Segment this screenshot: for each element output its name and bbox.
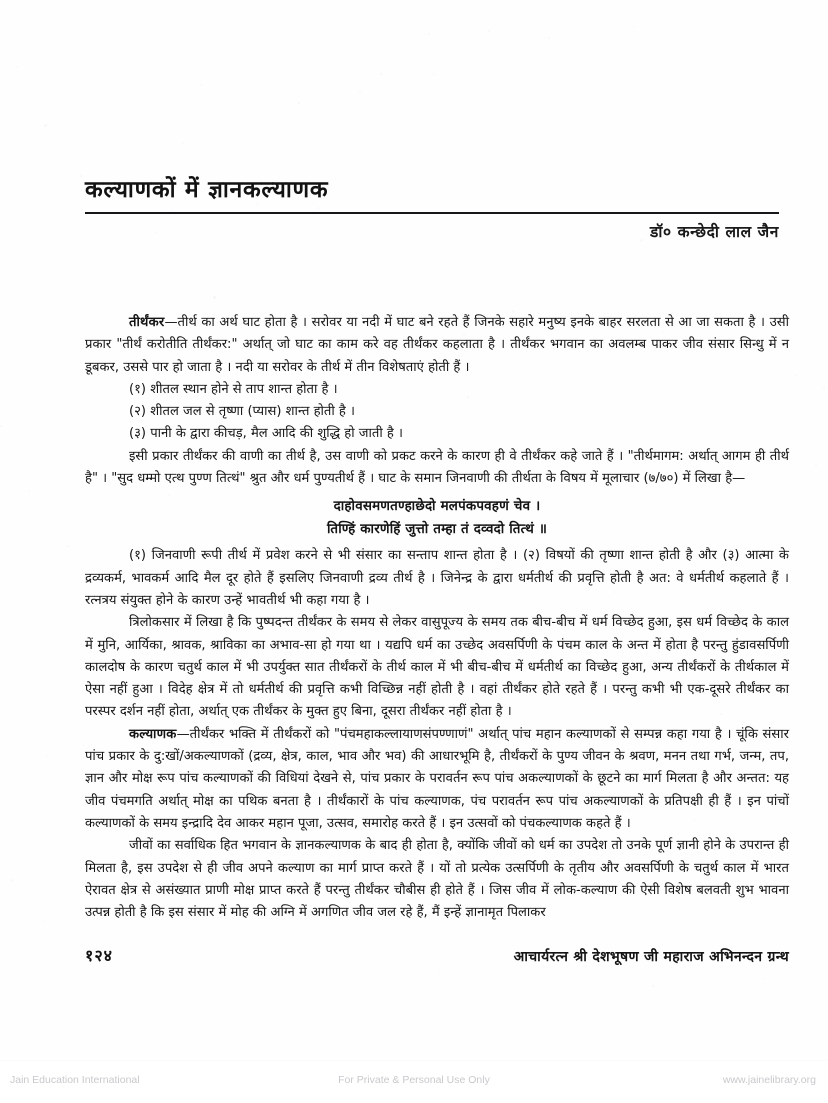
author-byline: डॉ० कन्छेदी लाल जैन [650,223,779,242]
verse-line: तिण्हिं कारणेहिं जुत्तो तम्हा तं दव्वदो तित्थं ॥ [326,521,548,537]
paragraph-lead-in: तीर्थंकर [129,315,165,330]
page-number: १२४ [85,946,113,965]
watermark-website[interactable]: www.jainelibrary.org [722,1074,816,1086]
paragraph-dravya-tirtha: (१) जिनवाणी रूपी तीर्थ में प्रवेश करने से भी संसार का सन्ताप शान्त होता है । (२) विषयों की तृष्णा शान्त होती है और (३) आत्मा के द्रव्यकर्म, भावकर्म आदि मैल दूर होते हैं इसलिए जिनवाणी द्रव्य तीर्थ है । जिनेन्द्र के द्वारा धर्मतीर्थ की प्रवृत्ति होती है अत: वे धर्मतीर्थ कहलाते हैं । रत्नत्रय संयुक्त होने के कारण उन्हें भावतीर्थ भी कहा गया है । [85,548,789,608]
running-title: आचार्यरत्न श्री देशभूषण जी महाराज अभिनन्दन ग्रन्थ [513,949,789,965]
paragraph-mulachar-citation: इसी प्रकार तीर्थंकर की वाणी का तीर्थ है, उस वाणी को प्रकट करने के कारण ही वे तीर्थंकर कहे जाते हैं । "तीर्थमागम: अर्थात् आगम ही तीर्थ है" । "सुद धम्मो एत्थ पुण्ण तित्थं" श्रुत और धर्म पुण्यतीर्थ हैं । घाट के समान जिनवाणी की तीर्थता के विषय में मूलाचार (७/७०) में लिखा है— [85,448,789,487]
paragraph-kalyanak [85,724,789,835]
heading-divider [85,212,779,214]
numbered-list-tirtha-qualities [85,379,789,446]
library-watermark-bar [0,1060,828,1103]
page-heading [85,176,779,242]
watermark-organization: Jain Education International [10,1074,140,1086]
paragraph-tirthankar [85,312,789,379]
verse-quotation [85,496,789,541]
paragraph-trilokasar: त्रिलोकसार में लिखा है कि पुष्पदन्त तीर्थंकर के समय से लेकर वासुपूज्य के समय तक बीच-बीच में धर्म विच्छेद हुआ, इस धर्म विच्छेद के काल में मुनि, आर्यिका, श्रावक, श्राविका का अभाव-सा हो गया था । यद्यपि धर्म का उच्छेद अवसर्पिणी के पंचम काल के अन्त में होता है परन्तु हुंडावसर्पिणी कालदोष के कारण चतुर्थ काल में भी उपर्युक्त सात तीर्थंकरों के तीर्थ काल में भी बीच-बीच में धर्मतीर्थ का विच्छेद हुआ, अन्य तीर्थंकरों के तीर्थकाल में ऐसा नहीं हुआ । विदेह क्षेत्र में तो धर्मतीर्थ की प्रवृत्ति कभी विच्छिन्न नहीं होती है । वहां तीर्थंकर होते रहते हैं । परन्तु कभी भी एक-दूसरे तीर्थंकर का परस्पर दर्शन नहीं होता, अर्थात् एक तीर्थंकर के मुक्त हुए बिना, दूसरा तीर्थंकर नहीं होता है । [85,615,789,720]
page-title: कल्याणकों में ज्ञानकल्याणक [85,177,329,203]
list-item: (१) शीतल स्थान होने से ताप शान्त होता है । [129,381,338,397]
verse-line: दाहोवसमणतण्हाछेदो मलपंकपवहणं चेव । [333,499,541,515]
paragraph-gyankalyanak: जीवों का सर्वाधिक हित भगवान के ज्ञानकल्याणक के बाद ही होता है, क्योंकि जीवों को धर्म का उपदेश तो उनके पूर्ण ज्ञानी होने के उपरान्त ही मिलता है, इस उपदेश से ही जीव अपने कल्याण का मार्ग प्राप्त करते हैं । यों तो प्रत्येक उत्सर्पिणी के तृतीय और अवसर्पिणी के चतुर्थ काल में भारत ऐरावत क्षेत्र से असंख्यात प्राणी मोक्ष प्राप्त करते हैं परन्तु तीर्थंकर चौबीस ही होते हैं । जिस जीव में लोक-कल्याण की ऐसी विशेष बलवती शुभ भावना उत्पन्न होती है कि इस संसार में मोह की अग्नि में अगणित जीव जल रहे हैं, मैं इन्हें ज्ञानामृत पिलाकर [85,838,789,921]
page-footer [85,944,789,966]
paragraph-text: —तीर्थंकर भक्ति में तीर्थंकरों को "पंचमहाकल्लायाणसंपण्णाणं" अर्थात् पांच महान कल्याणकों से सम्पन्न कहा गया है । चूंकि संसार पांच प्रकार के दु:खों/अकल्याणकों (द्रव्य, क्षेत्र, काल, भाव और भव) की आधारभूमि है, तीर्थंकरों के पुण्य जीवन के श्रवण, मनन तथा गर्भ, जन्म, तप, ज्ञान और मोक्ष रूप पांच कल्याणकों की विधियां देखने से, पांच प्रकार के परावर्तन रूप पांच अकल्याणकों के छूटने का मार्ग मिलता है और अन्तत: यह जीव पंचमगति अर्थात् मोक्ष का पथिक बनता है । तीर्थंकारों के पांच कल्याणक, पंच परावर्तन रूप पांच अकल्याणकों के प्रतिपक्षी ही हैं । इन पांचों कल्याणकों के समय इन्द्रादि देव आकर महान पूजा, उत्सव, समारोह करते हैं । इन उत्सवों को पंचकल्याणक कहते हैं । [85,726,789,831]
body-text [85,312,789,924]
list-item: (२) शीतल जल से तृष्णा (प्यास) शान्त होती है । [129,404,356,420]
paragraph-text: —तीर्थ का अर्थ घाट होता है । सरोवर या नदी में घाट बने रहते हैं जिनके सहारे मनुष्य इनके बाहर सरलता से आ जा सकता है । उसी प्रकार "तीर्थं करोतीति तीर्थंकर:" अर्थात् जो घाट का काम करे वह तीर्थंकर कहलाता है । तीर्थंकर भगवान का अवलम्ब पाकर जीव संसार सिन्धु में न डूबकर, उससे पार हो जाता है । नदी या सरोवर के तीर्थ में तीन विशेषताएं होती हैं । [85,315,789,375]
watermark-usage-notice: For Private & Personal Use Only [338,1074,490,1086]
list-item: (३) पानी के द्वारा कीचड़, मैल आदि की शुद्धि हो जाती है । [129,426,403,442]
paragraph-lead-in: कल्याणक [129,726,177,742]
